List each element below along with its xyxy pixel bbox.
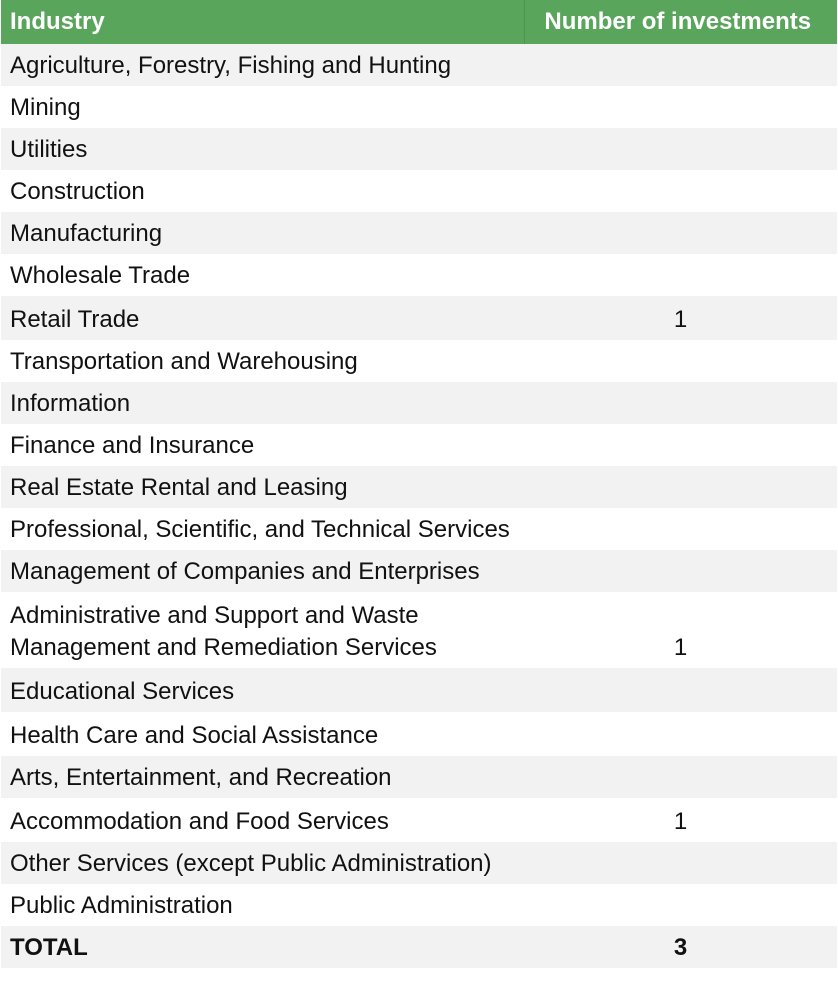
industry-cell: Accommodation and Food Services (1, 798, 524, 842)
total-count: 3 (524, 926, 837, 968)
industry-cell: Real Estate Rental and Leasing (1, 466, 524, 508)
industry-cell: Retail Trade (1, 296, 524, 340)
industry-cell: Construction (1, 170, 524, 212)
table-row (1, 798, 837, 842)
industry-cell: Finance and Insurance (1, 424, 524, 466)
industry-cell: Educational Services (1, 668, 524, 712)
industry-cell: Manufacturing (1, 212, 524, 254)
total-row (1, 926, 837, 968)
table-row (1, 296, 837, 340)
count-cell (524, 668, 837, 712)
count-cell (524, 884, 837, 926)
industry-cell: Arts, Entertainment, and Recreation (1, 756, 524, 798)
count-cell (524, 340, 837, 382)
table-row (1, 842, 837, 884)
count-cell (524, 756, 837, 798)
header-row (1, 0, 837, 44)
table-row (1, 128, 837, 170)
industry-cell: Professional, Scientific, and Technical Services (1, 508, 524, 550)
industry-cell: Mining (1, 86, 524, 128)
table-row (1, 382, 837, 424)
count-cell: 1 (524, 798, 837, 842)
table-row (1, 44, 837, 86)
table-row (1, 254, 837, 296)
table-row (1, 884, 837, 926)
table-row (1, 424, 837, 466)
count-cell (524, 424, 837, 466)
table-row (1, 340, 837, 382)
investments-table (1, 0, 837, 968)
count-cell (524, 212, 837, 254)
industry-cell: Health Care and Social Assistance (1, 712, 524, 756)
count-cell (524, 86, 837, 128)
table-row (1, 668, 837, 712)
industry-cell: Other Services (except Public Administration) (1, 842, 524, 884)
industry-cell: Public Administration (1, 884, 524, 926)
count-cell (524, 128, 837, 170)
industry-cell: Administrative and Support and Waste Management and Remediation Services (1, 592, 524, 668)
table-row (1, 550, 837, 592)
count-cell (524, 508, 837, 550)
count-cell (524, 254, 837, 296)
industry-cell: Transportation and Warehousing (1, 340, 524, 382)
count-cell (524, 466, 837, 508)
table-row (1, 86, 837, 128)
header-number-of-investments: Number of investments (524, 0, 837, 44)
table-row (1, 712, 837, 756)
count-cell (524, 170, 837, 212)
count-cell (524, 712, 837, 756)
industry-cell: Management of Companies and Enterprises (1, 550, 524, 592)
count-cell (524, 44, 837, 86)
table-row (1, 466, 837, 508)
table-row (1, 212, 837, 254)
count-cell (524, 382, 837, 424)
table-row (1, 756, 837, 798)
total-label: TOTAL (1, 926, 524, 968)
industry-cell: Information (1, 382, 524, 424)
count-cell (524, 550, 837, 592)
count-cell: 1 (524, 592, 837, 668)
header-industry: Industry (1, 0, 524, 44)
industry-cell: Agriculture, Forestry, Fishing and Hunting (1, 44, 524, 86)
count-cell: 1 (524, 296, 837, 340)
industry-cell: Wholesale Trade (1, 254, 524, 296)
industry-cell: Utilities (1, 128, 524, 170)
count-cell (524, 842, 837, 884)
table-row (1, 592, 837, 668)
table-row (1, 508, 837, 550)
table-row (1, 170, 837, 212)
